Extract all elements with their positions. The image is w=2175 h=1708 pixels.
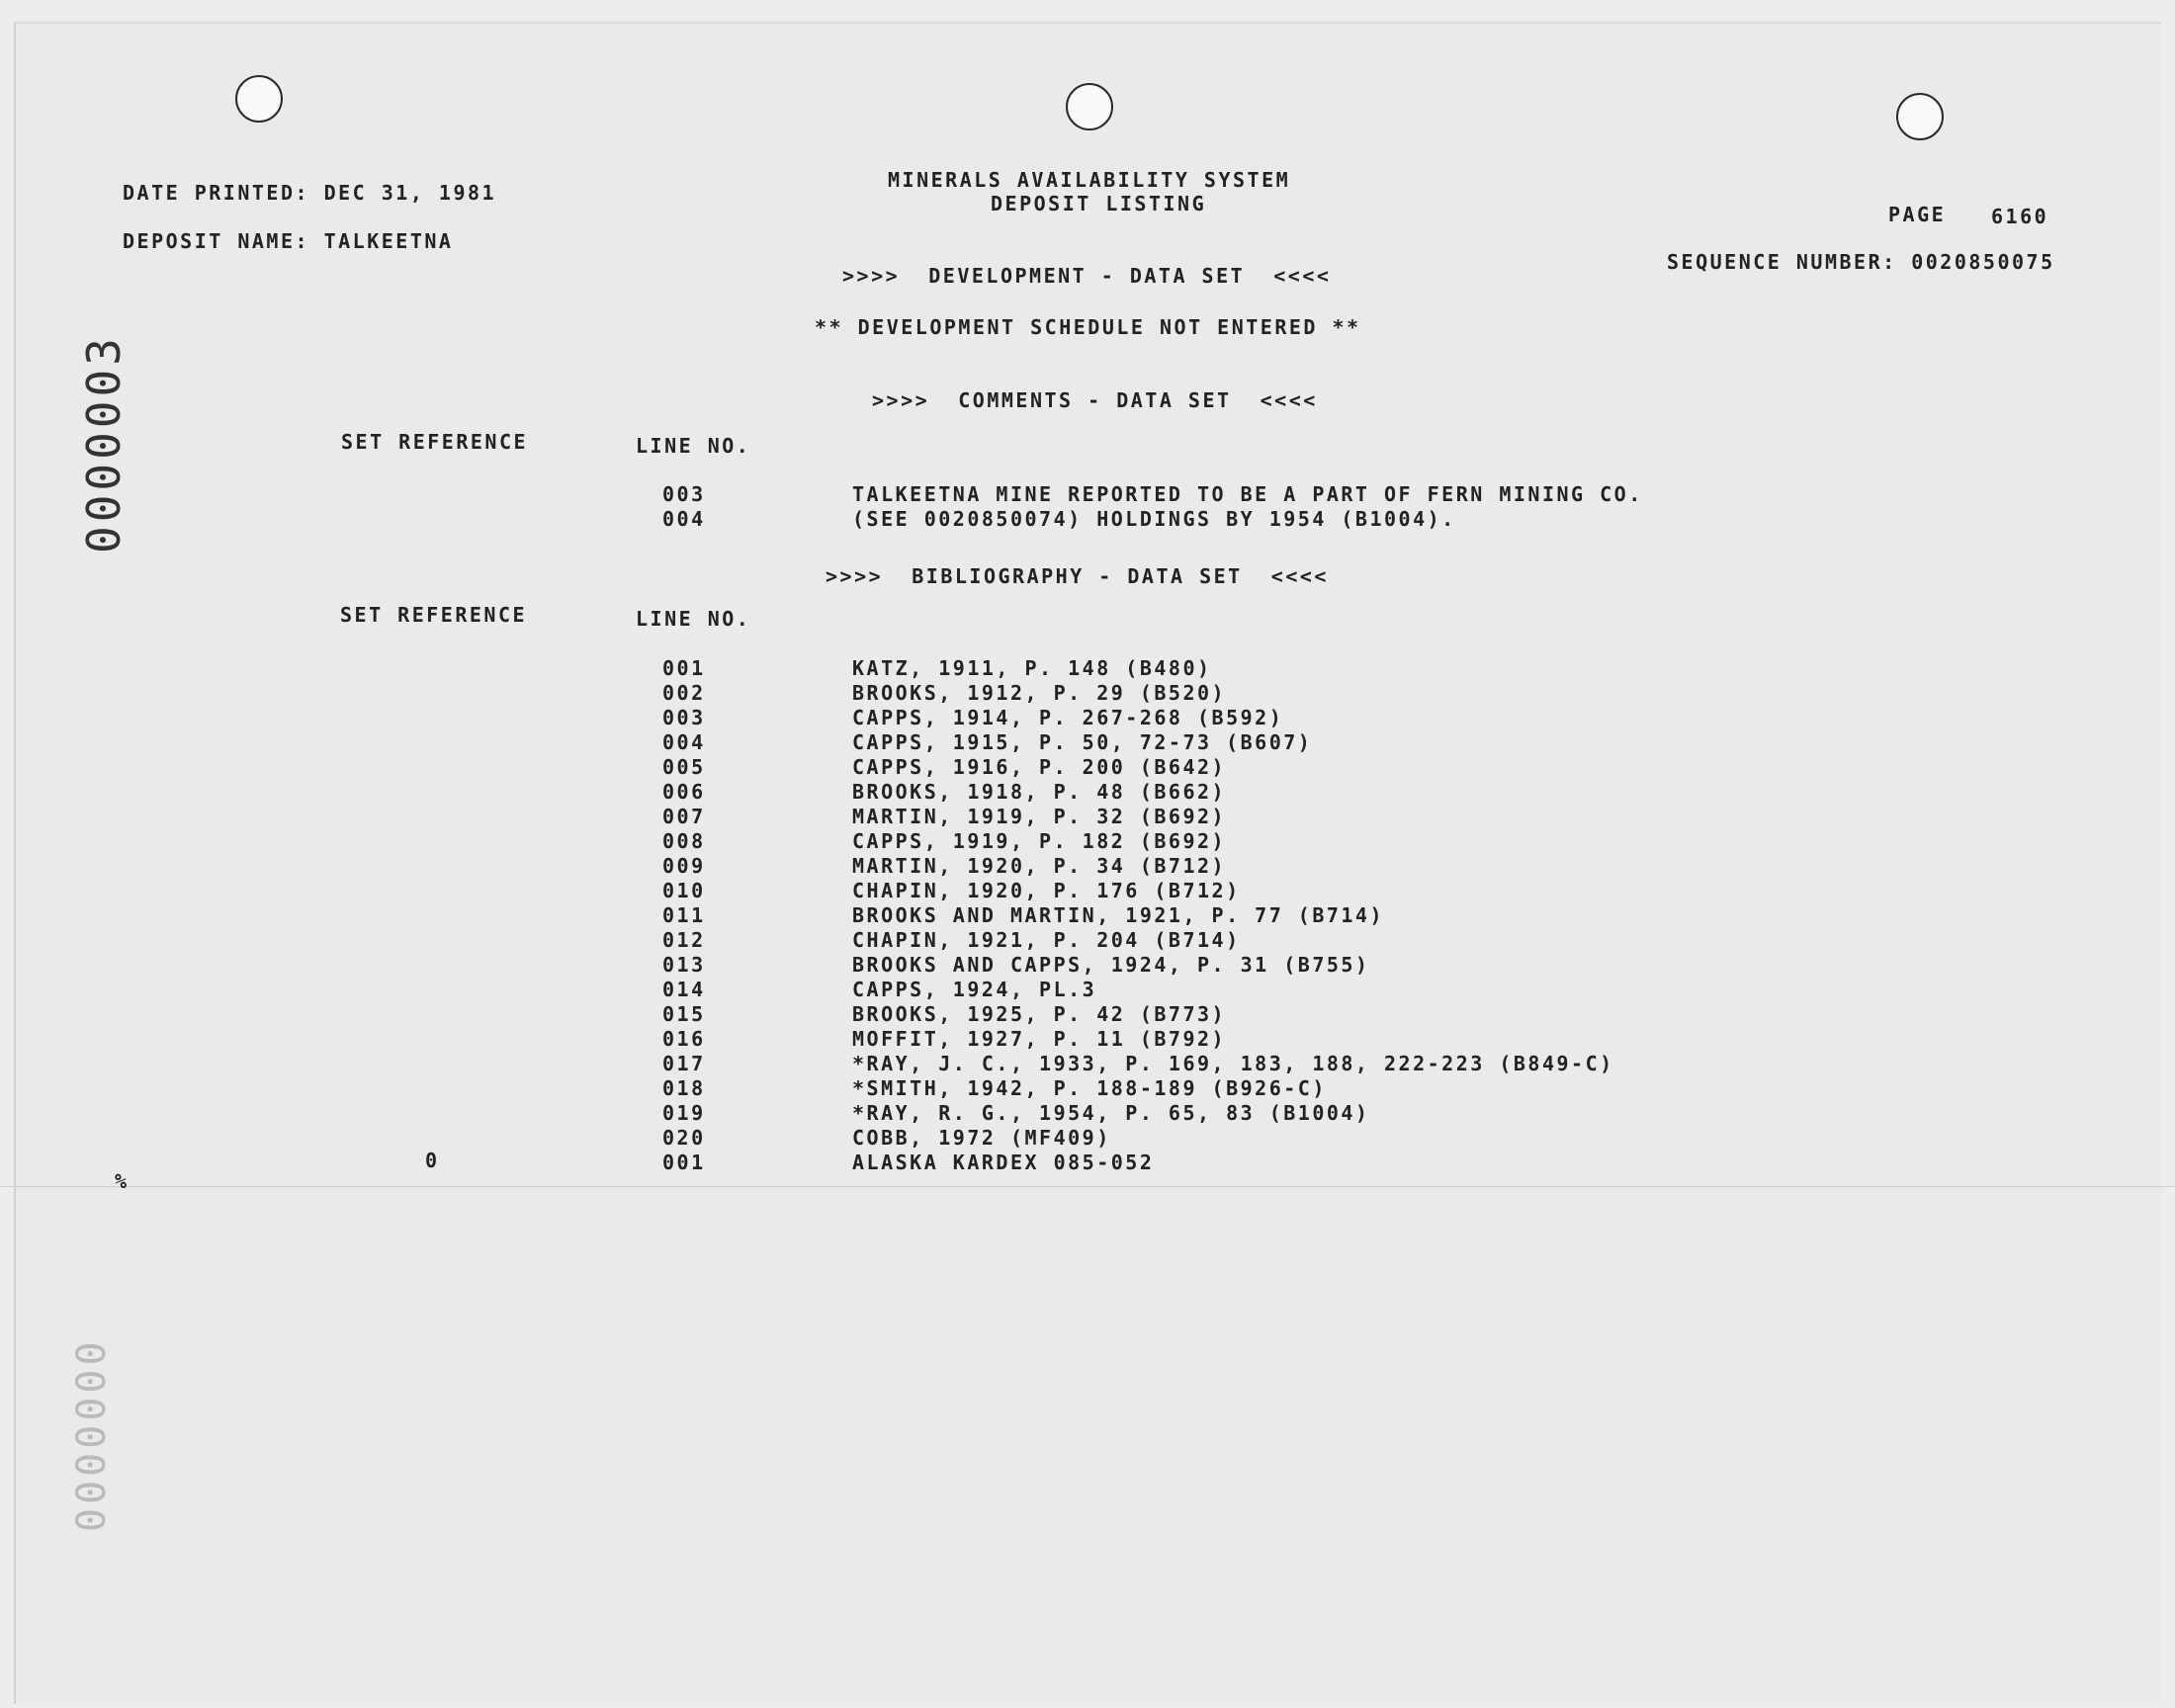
- line-text: CAPPS, 1924, PL.3: [852, 978, 1097, 1001]
- line-number: 005: [662, 755, 706, 779]
- table-row: [0, 656, 2175, 681]
- listing-title: DEPOSIT LISTING: [991, 192, 1207, 215]
- line-number: 001: [662, 656, 706, 680]
- line-text: BROOKS, 1918, P. 48 (B662): [852, 780, 1227, 804]
- system-title: MINERALS AVAILABILITY SYSTEM: [888, 168, 1291, 192]
- table-row: [0, 805, 2175, 829]
- table-row: [0, 1002, 2175, 1027]
- line-text: MARTIN, 1920, P. 34 (B712): [852, 854, 1227, 878]
- microfilm-frame-number: 0000003: [77, 334, 130, 554]
- bibliography-heading: >>>> BIBLIOGRAPHY - DATA SET <<<<: [826, 564, 1329, 588]
- table-row: [0, 854, 2175, 879]
- table-row: [0, 1027, 2175, 1052]
- comments-heading: >>>> COMMENTS - DATA SET <<<<: [872, 388, 1318, 412]
- table-row: [0, 953, 2175, 978]
- table-row: [0, 730, 2175, 755]
- percent-mark: %: [115, 1169, 130, 1193]
- bibliography-col-line-no: LINE NO.: [636, 607, 751, 631]
- line-text: *SMITH, 1942, P. 188-189 (B926-C): [852, 1076, 1327, 1100]
- perforation-line: [0, 1186, 2175, 1187]
- microfilm-frame-number-faint: 0000000: [69, 1337, 115, 1532]
- table-row: [0, 1076, 2175, 1101]
- date-printed: DATE PRINTED: DEC 31, 1981: [123, 181, 497, 205]
- final-set-reference: 0: [425, 1149, 440, 1172]
- development-note: ** DEVELOPMENT SCHEDULE NOT ENTERED **: [815, 315, 1361, 339]
- line-number: 018: [662, 1076, 706, 1100]
- line-number: 004: [662, 507, 706, 531]
- line-text: MARTIN, 1919, P. 32 (B692): [852, 805, 1227, 828]
- line-number: 004: [662, 730, 706, 754]
- table-row: [0, 1052, 2175, 1076]
- table-row: [0, 928, 2175, 953]
- line-number: 016: [662, 1027, 706, 1051]
- line-number: 011: [662, 903, 706, 927]
- table-row: [0, 482, 2175, 507]
- line-text: CAPPS, 1915, P. 50, 72-73 (B607): [852, 730, 1313, 754]
- table-row: [0, 706, 2175, 730]
- table-row: [0, 1151, 2175, 1175]
- line-number: 013: [662, 953, 706, 977]
- line-text: BROOKS, 1925, P. 42 (B773): [852, 1002, 1227, 1026]
- line-number: 003: [662, 706, 706, 729]
- line-text: BROOKS AND CAPPS, 1924, P. 31 (B755): [852, 953, 1370, 977]
- table-row: [0, 681, 2175, 706]
- page-number: 6160: [1991, 205, 2049, 228]
- line-number: 020: [662, 1126, 706, 1150]
- line-text: *RAY, J. C., 1933, P. 169, 183, 188, 222-223 (B849-C): [852, 1052, 1614, 1075]
- table-row: [0, 780, 2175, 805]
- table-row: [0, 507, 2175, 532]
- binder-hole-left: [235, 75, 283, 123]
- table-row: [0, 829, 2175, 854]
- line-text: *RAY, R. G., 1954, P. 65, 83 (B1004): [852, 1101, 1370, 1125]
- line-text: BROOKS AND MARTIN, 1921, P. 77 (B714): [852, 903, 1385, 927]
- deposit-name: DEPOSIT NAME: TALKEETNA: [123, 229, 454, 253]
- page-label: PAGE: [1888, 203, 1947, 226]
- binder-hole-center: [1066, 83, 1113, 130]
- table-row: [0, 755, 2175, 780]
- table-row: [0, 1126, 2175, 1151]
- line-number: 017: [662, 1052, 706, 1075]
- table-row: [0, 903, 2175, 928]
- line-number: 009: [662, 854, 706, 878]
- line-number: 007: [662, 805, 706, 828]
- line-number: 006: [662, 780, 706, 804]
- line-text: MOFFIT, 1927, P. 11 (B792): [852, 1027, 1227, 1051]
- line-number: 003: [662, 482, 706, 506]
- comments-col-set-reference: SET REFERENCE: [341, 430, 529, 454]
- line-text: ALASKA KARDEX 085-052: [852, 1151, 1155, 1174]
- table-row: [0, 879, 2175, 903]
- binder-hole-right: [1896, 93, 1944, 140]
- line-text: COBB, 1972 (MF409): [852, 1126, 1111, 1150]
- line-number: 012: [662, 928, 706, 952]
- development-heading: >>>> DEVELOPMENT - DATA SET <<<<: [842, 264, 1332, 288]
- line-number: 010: [662, 879, 706, 902]
- line-text: CHAPIN, 1920, P. 176 (B712): [852, 879, 1241, 902]
- table-row: [0, 1101, 2175, 1126]
- line-number: 008: [662, 829, 706, 853]
- comments-col-line-no: LINE NO.: [636, 434, 751, 458]
- line-text: (SEE 0020850074) HOLDINGS BY 1954 (B1004).: [852, 507, 1456, 531]
- line-text: TALKEETNA MINE REPORTED TO BE A PART OF FERN MINING CO.: [852, 482, 1643, 506]
- line-number: 014: [662, 978, 706, 1001]
- table-row: [0, 978, 2175, 1002]
- line-text: CAPPS, 1919, P. 182 (B692): [852, 829, 1227, 853]
- line-text: KATZ, 1911, P. 148 (B480): [852, 656, 1212, 680]
- line-number: 002: [662, 681, 706, 705]
- sequence-number: SEQUENCE NUMBER: 0020850075: [1667, 250, 2055, 274]
- line-text: CAPPS, 1914, P. 267-268 (B592): [852, 706, 1284, 729]
- line-text: CHAPIN, 1921, P. 204 (B714): [852, 928, 1241, 952]
- bibliography-col-set-reference: SET REFERENCE: [340, 603, 528, 627]
- line-text: CAPPS, 1916, P. 200 (B642): [852, 755, 1227, 779]
- line-number: 001: [662, 1151, 706, 1174]
- line-number: 019: [662, 1101, 706, 1125]
- line-number: 015: [662, 1002, 706, 1026]
- line-text: BROOKS, 1912, P. 29 (B520): [852, 681, 1227, 705]
